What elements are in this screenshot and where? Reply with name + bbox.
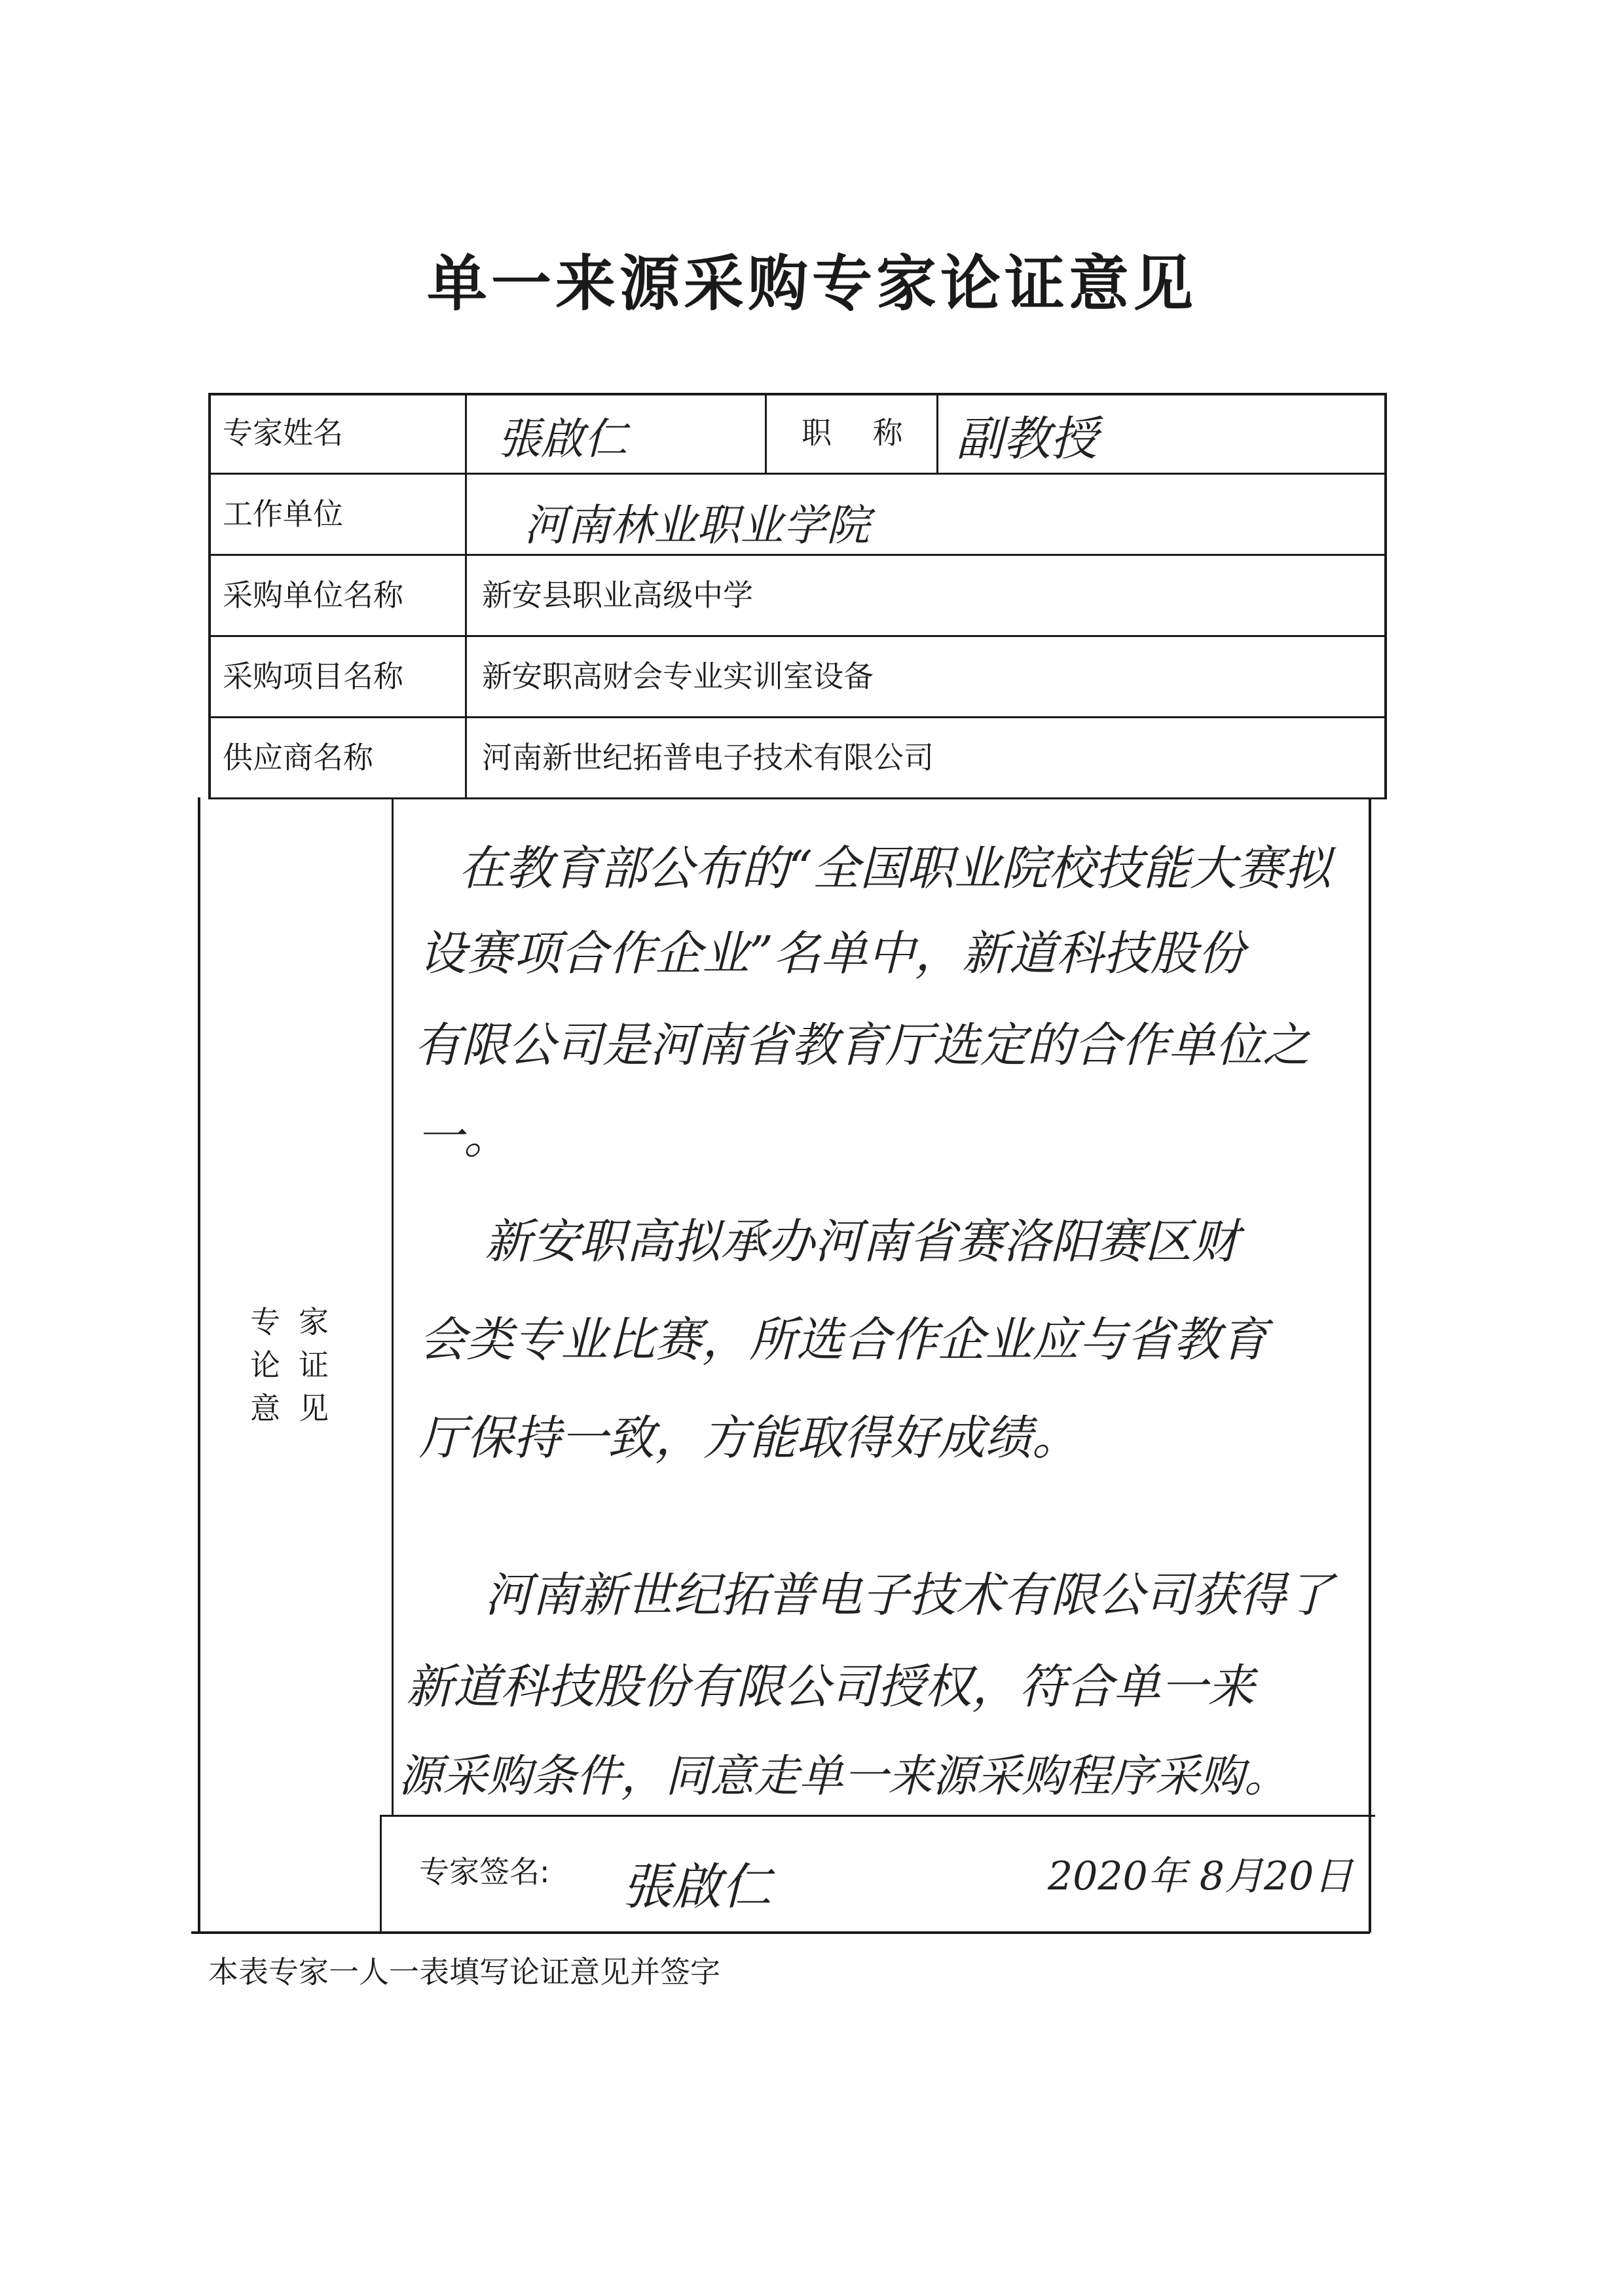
job-title-value: 副教授 [956, 411, 1098, 466]
opinion-label [233, 1300, 364, 1430]
opinion-label-line-2: 论证 [250, 1347, 347, 1383]
job-title-label: 职 称 [802, 415, 919, 450]
signature: 張啟仁 [622, 1857, 771, 1916]
purchaser-value: 新安县职业高级中学 [482, 577, 753, 613]
sign-date: 2020年 8月20日 [1048, 1853, 1354, 1899]
opinion-line: 厅保持一致，方能取得好成绩。 [419, 1410, 1080, 1465]
project-label: 采购项目名称 [223, 659, 403, 694]
opinion-line: 设赛项合作企业”名单中，新道科技股份 [419, 926, 1245, 981]
opinion-line: 一。 [416, 1109, 511, 1164]
opinion-line: 有限公司是河南省教育厅选定的合作单位之 [414, 1017, 1310, 1072]
expert-name-value: 張啟仁 [498, 414, 627, 464]
opinion-line: 源采购条件，同意走单一来源采购程序采购。 [398, 1751, 1289, 1802]
supplier-label: 供应商名称 [223, 740, 373, 775]
signature-label: 专家签名: [419, 1854, 550, 1889]
footnote: 本表专家一人一表填写论证意见并签字 [208, 1954, 720, 1990]
opinion-line: 会类专业比赛，所选合作企业应与省教育 [419, 1312, 1268, 1367]
supplier-value: 河南新世纪拓普电子技术有限公司 [482, 740, 934, 775]
purchaser-label: 采购单位名称 [223, 577, 403, 613]
opinion-line: 在教育部公布的“全国职业院校技能大赛拟 [458, 841, 1331, 896]
page-title: 单一来源采购专家论证意见 [426, 248, 1197, 319]
opinion-line: 河南新世纪拓普电子技术有限公司获得了 [485, 1567, 1334, 1622]
project-value: 新安职高财会专业实训室设备 [482, 659, 874, 694]
expert-name-label: 专家姓名 [223, 415, 343, 450]
work-unit-label: 工作单位 [223, 496, 343, 532]
opinion-label-line-1: 专家 [250, 1304, 347, 1339]
opinion-line: 新道科技股份有限公司授权，符合单一来 [406, 1659, 1255, 1714]
opinion-label-line-3: 意见 [250, 1391, 347, 1426]
opinion-line: 新安职高拟承办河南省赛洛阳赛区财 [485, 1214, 1240, 1269]
work-unit-value: 河南林业职业学院 [524, 500, 870, 551]
